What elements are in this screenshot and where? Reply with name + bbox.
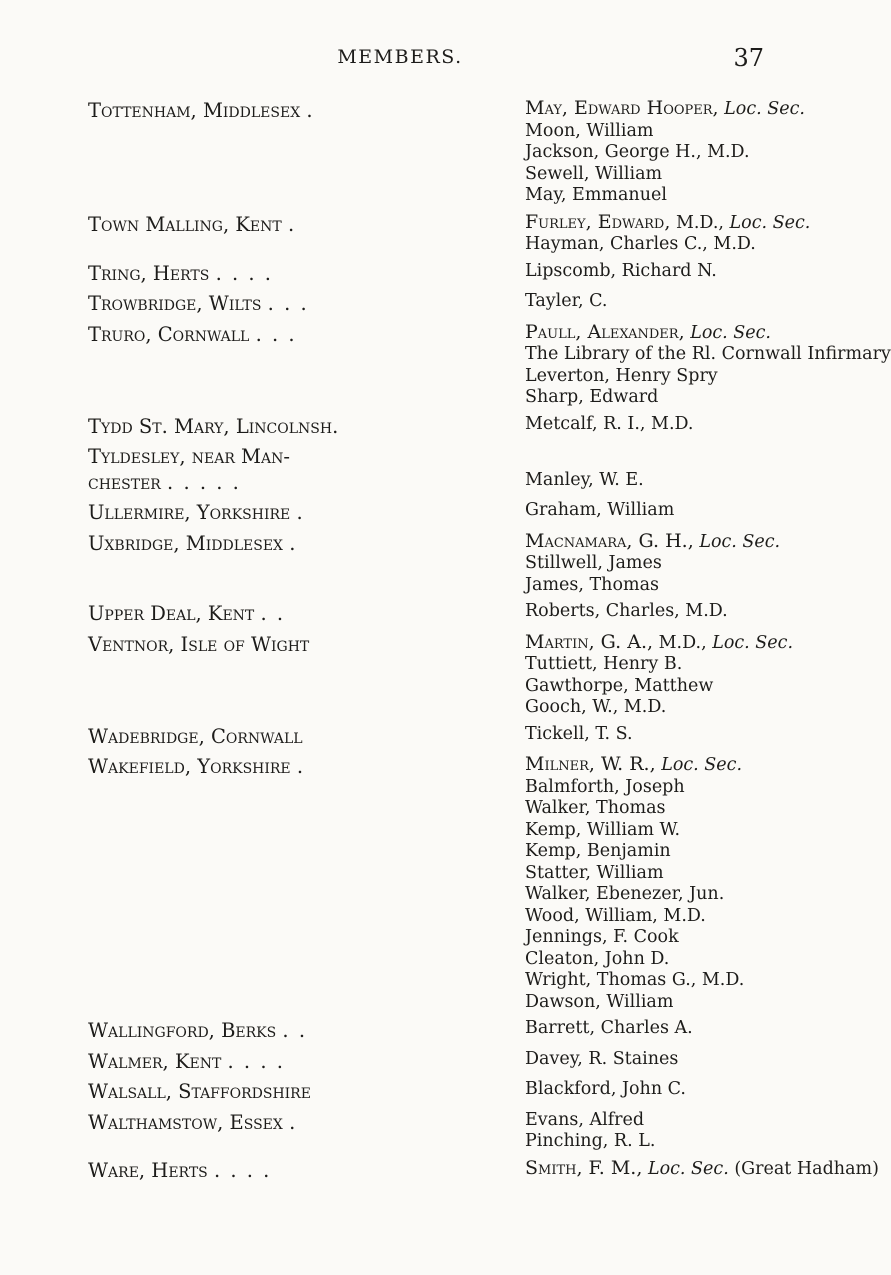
- local-secretary-note: Loc. Sec.: [647, 1158, 729, 1179]
- local-secretary-note: Loc. Sec.: [690, 322, 771, 343]
- member-name: [525, 798, 788, 820]
- local-secretary-note: Loc. Sec.: [729, 212, 811, 233]
- place-name: [88, 291, 525, 317]
- member-text: Blackford, John C.: [525, 1079, 686, 1099]
- place-label: Walthamstow, Essex: [88, 1110, 283, 1134]
- leader-dots: .: [306, 99, 315, 122]
- leader-dots: . . . . .: [167, 470, 241, 494]
- members-column: [525, 632, 793, 719]
- leader-dots: . .: [282, 1019, 308, 1042]
- list-item: [88, 97, 805, 207]
- place-label: Wakefield, Yorkshire: [88, 755, 291, 778]
- place-name: [88, 322, 525, 409]
- place-label: Uxbridge, Middlesex: [88, 531, 284, 555]
- member-text: Evans, Alfred: [525, 1109, 645, 1130]
- member-surname: Smith, F. M.,: [525, 1156, 643, 1179]
- member-text: Leverton, Henry Spry: [525, 365, 718, 386]
- list-item: [88, 261, 788, 287]
- members-column: [525, 1110, 788, 1153]
- leader-dots: . . .: [255, 322, 297, 346]
- member-text: Kemp, Benjamin: [525, 841, 671, 861]
- member-name: [525, 754, 788, 777]
- place-name: [88, 754, 525, 1013]
- list-item: [88, 630, 794, 719]
- member-text: Jennings, F. Cook: [525, 927, 679, 947]
- member-name: [525, 906, 788, 928]
- members-column: [525, 414, 788, 440]
- place-name: [88, 531, 525, 597]
- member-name: [525, 676, 793, 698]
- place-label: Ventnor, Isle of Wight: [88, 632, 310, 656]
- leader-dots: .: [289, 531, 298, 555]
- members-column: [525, 212, 810, 256]
- list-item: [88, 291, 788, 317]
- member-name: [525, 1110, 788, 1132]
- member-name: [525, 121, 805, 143]
- member-name: [525, 654, 793, 676]
- member-text: Jackson, George H., M.D.: [525, 142, 750, 162]
- leader-dots: . .: [260, 602, 286, 625]
- member-text: Pinching, R. L.: [525, 1131, 656, 1151]
- local-secretary-note: Loc. Sec.: [724, 99, 805, 119]
- member-surname: Martin, G. A.,: [525, 630, 654, 653]
- members-column: [525, 444, 788, 495]
- members-column: [525, 531, 788, 597]
- member-name: [525, 1158, 879, 1181]
- place-name: [88, 98, 525, 207]
- member-text: Sewell, William: [525, 163, 663, 184]
- member-name: [525, 1018, 788, 1040]
- members-column: [525, 500, 788, 526]
- member-text: Cleaton, John D.: [525, 948, 670, 969]
- member-text: Gawthorpe, Matthew: [525, 675, 714, 696]
- member-name: [525, 777, 788, 799]
- place-label: Tydd St. Mary, Lincolnsh.: [88, 414, 339, 438]
- member-name: [525, 261, 788, 283]
- member-name: [525, 234, 810, 256]
- member-text: Davey, R. Staines: [525, 1048, 679, 1069]
- member-text: Metcalf, R. I., M.D.: [525, 413, 694, 434]
- member-text: Stillwell, James: [525, 553, 662, 573]
- member-text: James, Thomas: [525, 574, 659, 595]
- leader-dots: . . .: [267, 292, 309, 315]
- member-text: Sharp, Edward: [525, 387, 659, 407]
- members-column: [525, 291, 788, 317]
- list-item: [88, 754, 788, 1013]
- member-name: [525, 366, 891, 388]
- place-name: [88, 724, 525, 750]
- place-name: [88, 500, 525, 526]
- place-label: Wadebridge, Cornwall: [88, 724, 303, 748]
- list-item: [88, 320, 891, 409]
- member-text: Balmforth, Joseph: [525, 776, 685, 797]
- member-text: M.D.,: [658, 632, 707, 653]
- member-list: [88, 97, 891, 1188]
- place-name: [88, 444, 525, 495]
- member-text: Lipscomb, Richard N.: [525, 260, 717, 281]
- place-name: [88, 212, 525, 256]
- members-column: [525, 1158, 879, 1184]
- leader-dots: .: [287, 212, 297, 236]
- list-item: [88, 1018, 788, 1044]
- list-item: [88, 601, 788, 627]
- list-item: [88, 1156, 879, 1184]
- member-text: Dawson, William: [525, 991, 674, 1012]
- member-name: [525, 291, 788, 313]
- member-name: [525, 601, 788, 623]
- place-name: [88, 1110, 525, 1153]
- member-name: [525, 212, 810, 235]
- list-item: [88, 500, 788, 526]
- members-column: [525, 1079, 788, 1105]
- place-label: Town Malling, Kent: [88, 212, 282, 236]
- member-note: (Great Hadham): [734, 1158, 879, 1179]
- member-name: [525, 98, 805, 121]
- list-item: [88, 414, 788, 440]
- members-column: [525, 601, 788, 627]
- members-column: [525, 1049, 788, 1075]
- place-name: [88, 601, 525, 627]
- member-surname: Macnamara, G. H.,: [525, 529, 694, 552]
- place-name: [88, 1018, 525, 1044]
- member-text: Graham, William: [525, 500, 675, 520]
- member-name: [525, 820, 788, 842]
- place-label-continued: chester: [88, 470, 161, 494]
- local-secretary-note: Loc. Sec.: [699, 531, 781, 552]
- member-text: Tuttiett, Henry B.: [525, 654, 683, 674]
- page-header: [0, 46, 800, 86]
- list-item: [88, 444, 788, 495]
- members-column: [525, 98, 805, 207]
- place-label: Tring, Herts: [88, 261, 210, 285]
- member-name: [525, 1079, 788, 1101]
- member-name: [525, 575, 788, 597]
- leader-dots: .: [289, 1110, 298, 1134]
- place-label: Truro, Cornwall: [88, 322, 250, 346]
- list-item: [88, 1049, 788, 1075]
- member-name: [525, 724, 788, 746]
- member-name: [525, 322, 891, 345]
- place-label: Tyldesley, near Man-: [88, 445, 290, 468]
- member-name: [525, 470, 788, 492]
- member-name: [525, 414, 788, 436]
- member-text: Tickell, T. S.: [525, 723, 633, 744]
- list-item: [88, 724, 788, 750]
- member-name: [525, 344, 891, 366]
- member-name: [525, 500, 788, 522]
- member-text: Barrett, Charles A.: [525, 1018, 693, 1038]
- place-name: [88, 1049, 525, 1075]
- local-secretary-note: Loc. Sec.: [712, 632, 794, 653]
- member-name: [525, 1131, 788, 1153]
- place-label: Tottenham, Middlesex: [88, 99, 301, 122]
- member-surname: May, Edward Hooper,: [525, 97, 719, 119]
- place-label: Trowbridge, Wilts: [88, 292, 262, 315]
- place-name: [88, 414, 525, 440]
- member-text: Tayler, C.: [525, 291, 608, 311]
- members-column: [525, 322, 891, 409]
- leader-dots: . . . .: [213, 1158, 272, 1182]
- member-surname: Furley, Edward,: [525, 210, 671, 233]
- member-text: Wright, Thomas G., M.D.: [525, 970, 745, 990]
- place-name: [88, 1079, 525, 1105]
- member-name: [525, 970, 788, 992]
- member-name: [525, 949, 788, 971]
- member-text: Walker, Ebenezer, Jun.: [525, 884, 725, 904]
- member-text: Kemp, William W.: [525, 819, 681, 840]
- member-name: [525, 185, 805, 207]
- member-text: M.D.,: [675, 212, 724, 233]
- place-label: Upper Deal, Kent: [88, 602, 255, 625]
- place-label: Walmer, Kent: [88, 1049, 222, 1073]
- local-secretary-note: Loc. Sec.: [661, 755, 743, 775]
- member-name: [525, 531, 788, 554]
- member-text: Gooch, W., M.D.: [525, 697, 667, 717]
- member-surname: Paull, Alexander,: [525, 320, 685, 343]
- place-label: Ullermire, Yorkshire: [88, 501, 291, 524]
- page-number: 37: [733, 44, 764, 72]
- list-item: [88, 1079, 788, 1105]
- member-text: Walker, Thomas: [525, 798, 666, 818]
- members-column: [525, 754, 788, 1013]
- list-item: [88, 210, 811, 256]
- member-name: [525, 697, 793, 719]
- member-name: [525, 632, 793, 655]
- members-column: [525, 261, 788, 287]
- member-surname: Milner, W. R.,: [525, 753, 656, 775]
- leader-dots: . . . .: [215, 261, 273, 285]
- member-name: [525, 863, 788, 885]
- running-head: MEMBERS.: [337, 46, 463, 68]
- member-name: [525, 164, 805, 186]
- member-name: [525, 884, 788, 906]
- member-text: Wood, William, M.D.: [525, 905, 706, 926]
- place-label: Walsall, Staffordshire: [88, 1080, 311, 1103]
- leader-dots: . . . .: [227, 1049, 285, 1073]
- members-column: [525, 724, 788, 750]
- place-label: Wallingford, Berks: [88, 1019, 277, 1042]
- member-name: [525, 142, 805, 164]
- member-name: [525, 992, 788, 1014]
- list-item: [88, 531, 788, 597]
- list-item: [88, 1110, 788, 1153]
- leader-dots: .: [296, 755, 306, 778]
- member-text: Hayman, Charles C., M.D.: [525, 234, 756, 254]
- member-name: [525, 927, 788, 949]
- place-name: [88, 1158, 525, 1184]
- member-name: [525, 1049, 788, 1071]
- member-text: May, Emmanuel: [525, 185, 667, 205]
- member-text: The Library of the Rl. Cornwall Infirmary: [525, 344, 891, 364]
- member-text: Roberts, Charles, M.D.: [525, 601, 728, 621]
- member-text: Manley, W. E.: [525, 469, 644, 490]
- place-name: [88, 261, 525, 287]
- leader-dots: .: [296, 501, 305, 524]
- member-name: [525, 553, 788, 575]
- members-column: [525, 1018, 788, 1044]
- member-name: [525, 387, 891, 409]
- member-text: Statter, William: [525, 862, 664, 883]
- member-text: Moon, William: [525, 120, 654, 141]
- member-name: [525, 841, 788, 863]
- place-name: [88, 632, 525, 719]
- place-label: Ware, Herts: [88, 1158, 208, 1182]
